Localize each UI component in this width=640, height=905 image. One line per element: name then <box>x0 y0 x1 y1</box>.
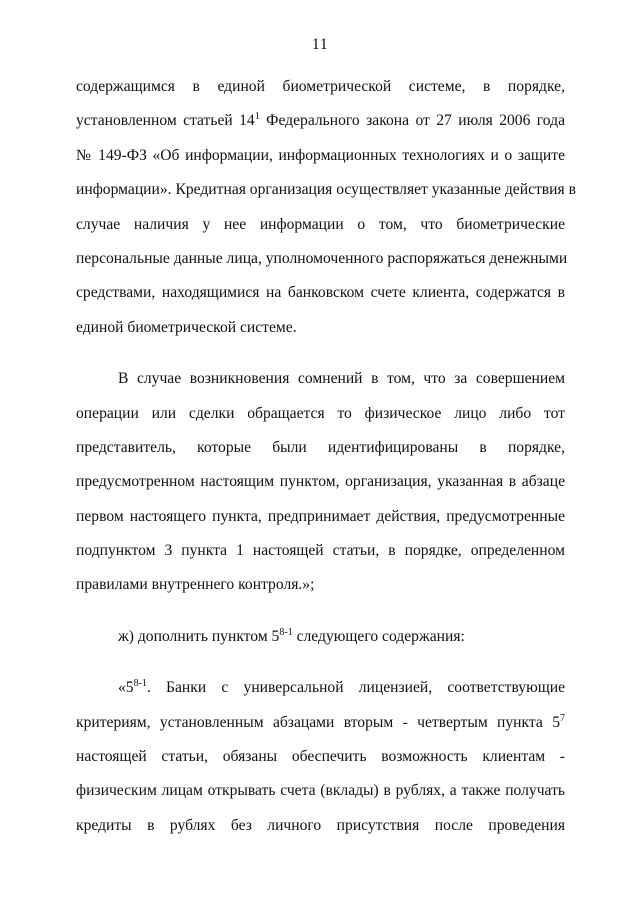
document-body <box>76 70 576 843</box>
text-line: предусмотренном настоящим пунктом, организация, указанная в абзаце <box>76 473 565 491</box>
text-line: В случае возникновения сомнений в том, что за совершением <box>118 370 565 388</box>
text-line: настоящей статьи, обязаны обеспечить возможность клиентам - <box>76 748 565 766</box>
superscript: 8-1 <box>133 678 147 690</box>
text-line: ж) дополнить пунктом 5$^{8-1}$ следующего содержания: <box>118 626 465 645</box>
text-line: единой биометрической системе. <box>76 318 297 336</box>
text-line: содержащимся в единой биометрической системе, в порядке, <box>76 78 565 95</box>
page-number: 11 <box>311 36 329 53</box>
superscript: 7 <box>560 712 565 724</box>
text-line: средствами, находящимися на банковском счете клиента, содержатся в <box>76 284 565 302</box>
text-line: подпунктом 3 пункта 1 настоящей статьи, в порядке, определенном <box>76 542 565 560</box>
text-line: представитель, которые были идентифицированы в порядке, <box>76 438 565 456</box>
text-line: кредиты в рублях без личного присутствия после проведения <box>76 816 565 834</box>
superscript: 8-1 <box>279 626 293 638</box>
text-line: случае наличия у нее информации о том, что биометрические <box>76 215 565 233</box>
paragraph-universal-license-banks <box>76 671 565 843</box>
text-line: «5$^{8-1}$. Банки с универсальной лицензией, соответствующие <box>118 678 565 697</box>
text-line: персональные данные лица, уполномоченного распоряжаться денежными <box>76 249 568 267</box>
text-line: первом настоящего пункта, предпринимает действия, предусмотренные <box>76 507 565 525</box>
paragraph-biometric-system <box>76 70 576 345</box>
text-line: установленном статьей $14^1$ Федерального закона от 27 июля 2006 года <box>76 111 565 130</box>
text-line: № 149-ФЗ «Об информации, информационных технологиях и о защите <box>76 146 565 164</box>
text-line: операции или сделки обращается то физическое лицо либо тот <box>76 404 565 422</box>
superscript: 1 <box>254 111 260 123</box>
paragraph-amendment-item <box>76 620 565 654</box>
text-line: критериям, установленным абзацами вторым - четвертым пункта $5^7$ <box>76 712 565 731</box>
text-line: информации». Кредитная организация осуществляет указанные действия в <box>76 181 576 199</box>
text-line: физическим лицам открывать счета (вклады) в рублях, а также получать <box>76 782 565 800</box>
text-line: правилами внутреннего контроля.»; <box>76 576 315 594</box>
paragraph-doubt-identification <box>76 362 565 603</box>
